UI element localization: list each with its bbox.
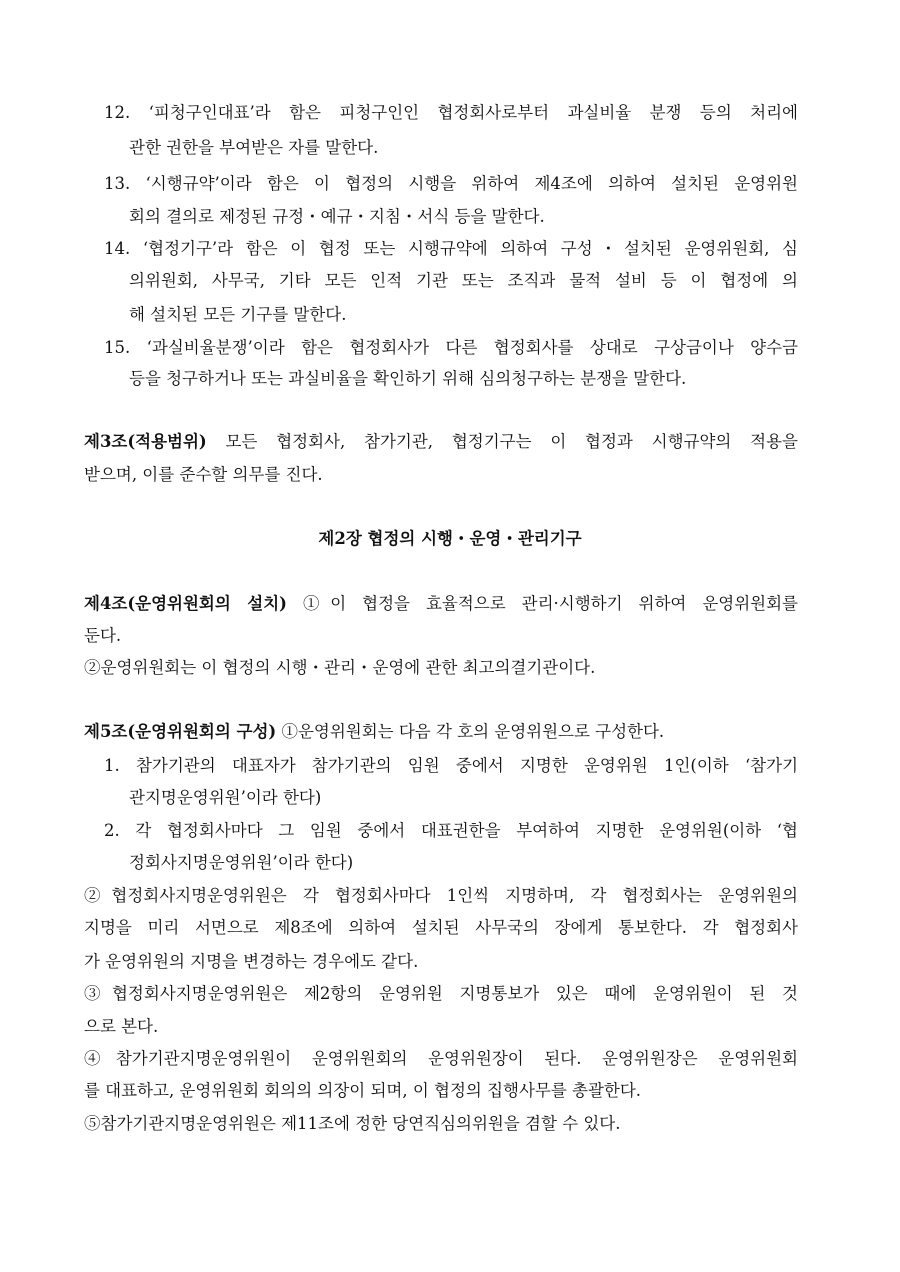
chapter-2-title: 제2장 협정의 시행・운영・관리기구 — [318, 529, 582, 548]
definition-12-line-2: 관한 권한을 부여받은 자를 말한다. — [129, 138, 379, 157]
article-3-line-1: 제3조(적용범위) 모든 협정회사, 참가기관, 협정기구는 이 협정과 시행규약의 적용을 — [84, 432, 798, 451]
definition-number: 12. — [104, 103, 131, 122]
article-5-paragraph-2-line-2: 지명을 미리 서면으로 제8조에 의하여 설치된 사무국의 장에게 통보한다. 각 협정회사 — [84, 918, 798, 937]
definition-number: 13. — [104, 174, 131, 193]
article-3-heading: 제3조(적용범위) — [84, 432, 207, 451]
article-5-item-2-line-1: 2. 각 협정회사마다 그 임원 중에서 대표권한을 부여하여 지명한 운영위원(이하 ‘협 — [104, 821, 798, 840]
definition-14-line-1: 14. ‘협정기구’라 함은 이 협정 또는 시행규약에 의하여 구성・설치된 운영위원회, 심 — [104, 239, 798, 258]
article-5-paragraph-5: ⑤참가기관지명운영위원은 제11조에 정한 당연직심의위원을 겸할 수 있다. — [84, 1114, 621, 1133]
article-5-item-1-line-1: 1. 참가기관의 대표자가 참가기관의 임원 중에서 지명한 운영위원 1인(이하 ‘참가기 — [104, 756, 799, 775]
article-5-paragraph-2-line-3: 가 운영위원의 지명을 변경하는 경우에도 같다. — [84, 952, 419, 971]
definition-15-line-1: 15. ‘과실비율분쟁’이라 함은 협정회사가 다른 협정회사를 상대로 구상금이나 양수금 — [104, 338, 798, 357]
article-5-heading: 제5조(운영위원회의 구성) — [84, 722, 277, 741]
article-5-paragraph-4-line-1: ④참가기관지명운영위원이 운영위원회의 운영위원장이 된다. 운영위원장은 운영위원회 — [84, 1049, 798, 1068]
article-5-item-1-line-2: 관지명운영위원’이라 한다) — [129, 788, 322, 807]
article-4-heading: 제4조(운영위원회의 설치) — [84, 594, 287, 613]
article-4-line-1: 제4조(운영위원회의 설치) ①이 협정을 효율적으로 관리·시행하기 위하여 운영위원회를 — [84, 594, 798, 613]
definition-14-line-2: 의위원회, 사무국, 기타 모든 인적 기관 또는 조직과 물적 설비 등 이 협정에 의 — [129, 271, 798, 290]
article-4-line-2: 둔다. — [84, 626, 122, 645]
article-5-line-1: 제5조(운영위원회의 구성) ①운영위원회는 다음 각 호의 운영위원으로 구성한다. — [84, 722, 665, 741]
article-3-line-2: 받으며, 이를 준수할 의무를 진다. — [84, 465, 323, 484]
article-4-paragraph-2: ②운영위원회는 이 협정의 시행・관리・운영에 관한 최고의결기관이다. — [84, 658, 596, 677]
definition-13-line-2: 회의 결의로 제정된 규정・예규・지침・서식 등을 말한다. — [129, 207, 545, 226]
article-5-item-2-line-2: 정회사지명운영위원’이라 한다) — [129, 853, 354, 872]
article-5-paragraph-3-line-2: 으로 본다. — [84, 1017, 159, 1036]
definition-number: 15. — [104, 338, 131, 357]
item-number: 2. — [104, 821, 120, 840]
article-5-paragraph-3-line-1: ③협정회사지명운영위원은 제2항의 운영위원 지명통보가 있은 때에 운영위원이 된 것 — [84, 984, 798, 1003]
definition-15-line-2: 등을 청구하거나 또는 과실비율을 확인하기 위해 심의청구하는 분쟁을 말한다. — [129, 369, 687, 388]
item-number: 1. — [104, 756, 120, 775]
definition-14-line-3: 해 설치된 모든 기구를 말한다. — [129, 305, 347, 324]
definition-13-line-1: 13. ‘시행규약’이라 함은 이 협정의 시행을 위하여 제4조에 의하여 설치된 운영위원 — [104, 174, 798, 193]
article-5-paragraph-4-line-2: 를 대표하고, 운영위원회 회의의 의장이 되며, 이 협정의 집행사무를 총괄한다. — [84, 1081, 642, 1100]
article-5-paragraph-2-line-1: ②협정회사지명운영위원은 각 협정회사마다 1인씩 지명하며, 각 협정회사는 운영위원의 — [84, 886, 798, 905]
definition-12-line-1: 12. ‘피청구인대표’라 함은 피청구인인 협정회사로부터 과실비율 분쟁 등의 처리에 — [104, 103, 798, 122]
definition-number: 14. — [104, 239, 131, 258]
